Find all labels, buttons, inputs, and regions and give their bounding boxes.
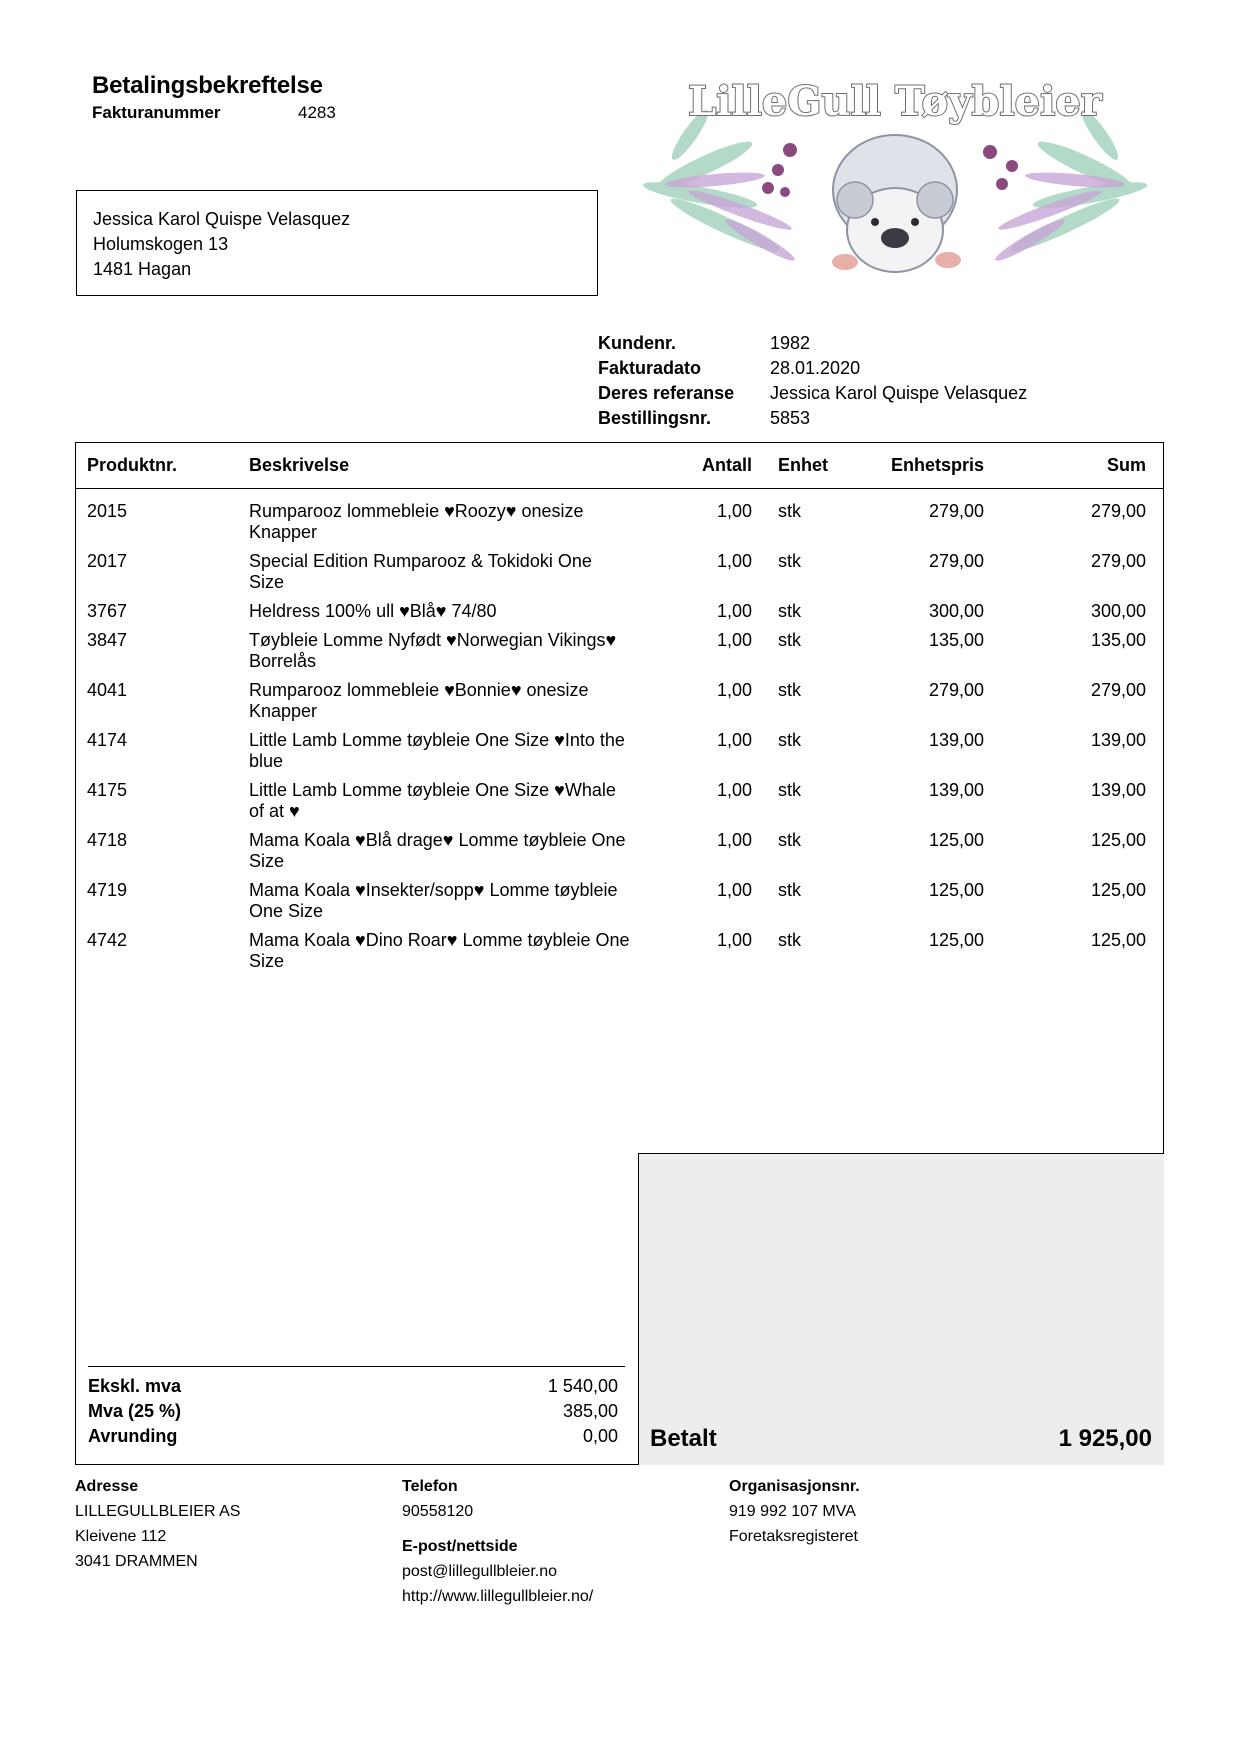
cell-unit: stk (778, 551, 802, 571)
customer-name: Jessica Karol Quispe Velasquez (93, 209, 351, 229)
footer-company-name: LILLEGULLBLEIER AS (75, 1503, 241, 1520)
footer-org-heading: Organisasjonsnr. (729, 1478, 860, 1495)
cell-product: 4742 (87, 930, 128, 950)
cell-sum: 279,00 (1090, 680, 1146, 700)
paid-amount: 1 925,00 (1058, 1425, 1152, 1452)
rounding-label: Avrunding (88, 1426, 178, 1446)
rounding-value: 0,00 (582, 1426, 618, 1446)
cell-description-continued: Size (249, 572, 285, 592)
cell-description: Little Lamb Lomme tøybleie One Size ♥Into the (249, 730, 625, 750)
vat-value: 385,00 (562, 1401, 618, 1421)
meta-label-order-number: Bestillingsnr. (598, 408, 712, 428)
meta-value-invoice-date: 28.01.2020 (770, 358, 861, 378)
cell-qty: 1,00 (716, 880, 752, 900)
cell-unit-price: 139,00 (928, 780, 984, 800)
cell-description: Rumparooz lommebleie ♥Roozy♥ onesize (249, 501, 584, 521)
cell-description: Mama Koala ♥Insekter/sopp♥ Lomme tøybleie (249, 880, 618, 900)
cell-unit-price: 125,00 (928, 880, 984, 900)
cell-unit-price: 125,00 (928, 930, 984, 950)
cell-unit-price: 279,00 (928, 501, 984, 521)
cell-sum: 125,00 (1090, 830, 1146, 850)
cell-description-continued: Knapper (249, 701, 318, 721)
cell-product: 4175 (87, 780, 128, 800)
cell-unit: stk (778, 730, 802, 750)
meta-value-customer-number: 1982 (770, 333, 811, 353)
vat-label: Mva (25 %) (88, 1401, 182, 1421)
cell-product: 3767 (87, 601, 128, 621)
customer-postal: 1481 Hagan (93, 259, 192, 279)
cell-qty: 1,00 (716, 630, 752, 650)
cell-unit-price: 125,00 (928, 830, 984, 850)
excl-vat-label: Ekskl. mva (88, 1376, 182, 1396)
meta-value-reference: Jessica Karol Quispe Velasquez (770, 383, 1028, 403)
cell-product: 4718 (87, 830, 128, 850)
cell-sum: 139,00 (1090, 780, 1146, 800)
paid-label: Betalt (650, 1425, 717, 1452)
cell-qty: 1,00 (716, 551, 752, 571)
cell-sum: 135,00 (1090, 630, 1146, 650)
column-header-sum: Sum (1106, 455, 1146, 475)
cell-unit-price: 139,00 (928, 730, 984, 750)
customer-street: Holumskogen 13 (93, 234, 229, 254)
cell-sum: 279,00 (1090, 551, 1146, 571)
cell-sum: 279,00 (1090, 501, 1146, 521)
cell-unit: stk (778, 780, 802, 800)
cell-unit: stk (778, 680, 802, 700)
cell-product: 4719 (87, 880, 128, 900)
footer-city: 3041 DRAMMEN (75, 1553, 198, 1570)
cell-description-continued: blue (249, 751, 284, 771)
meta-value-order-number: 5853 (770, 408, 811, 428)
customer-address-box (76, 190, 598, 296)
cell-description: Mama Koala ♥Dino Roar♥ Lomme tøybleie One (249, 930, 630, 950)
cell-description-continued: Size (249, 951, 285, 971)
meta-label-invoice-date: Fakturadato (598, 358, 702, 378)
cell-description-continued: Size (249, 851, 285, 871)
logo-illustration (630, 70, 1160, 285)
cell-description-continued: Knapper (249, 522, 318, 542)
meta-label-reference: Deres referanse (598, 383, 735, 403)
total-paid-box (638, 1153, 1164, 1465)
cell-qty: 1,00 (716, 601, 752, 621)
column-header-qty: Antall (701, 455, 752, 475)
footer-phone: 90558120 (402, 1503, 474, 1520)
document-title: Betalingsbekreftelse (92, 72, 323, 99)
cell-description: Heldress 100% ull ♥Blå♥ 74/80 (249, 601, 497, 621)
column-header-unit-price: Enhetspris (890, 455, 984, 475)
cell-description: Mama Koala ♥Blå drage♥ Lomme tøybleie One (249, 830, 626, 850)
cell-unit-price: 279,00 (928, 551, 984, 571)
invoice-number-label: Fakturanummer (92, 103, 221, 122)
cell-qty: 1,00 (716, 730, 752, 750)
cell-qty: 1,00 (716, 680, 752, 700)
cell-unit-price: 135,00 (928, 630, 984, 650)
footer-org-number: 919 992 107 MVA (729, 1503, 856, 1520)
cell-product: 4174 (87, 730, 128, 750)
cell-description: Little Lamb Lomme tøybleie One Size ♥Whale (249, 780, 616, 800)
cell-unit: stk (778, 880, 802, 900)
cell-sum: 125,00 (1090, 930, 1146, 950)
logo-brand-text: LilleGull Tøybleier (688, 78, 1102, 125)
cell-description: Special Edition Rumparooz & Tokidoki One (249, 551, 592, 571)
footer-phone-heading: Telefon (402, 1478, 458, 1495)
cell-unit: stk (778, 930, 802, 950)
table-header-divider (75, 488, 1164, 489)
cell-unit: stk (778, 630, 802, 650)
cell-sum: 139,00 (1090, 730, 1146, 750)
cell-product: 2015 (87, 501, 128, 521)
cell-qty: 1,00 (716, 930, 752, 950)
cell-unit: stk (778, 501, 802, 521)
cell-qty: 1,00 (716, 780, 752, 800)
cell-description-continued: of at ♥ (249, 801, 300, 821)
excl-vat-value: 1 540,00 (547, 1376, 618, 1396)
cell-description: Tøybleie Lomme Nyfødt ♥Norwegian Vikings♥ (249, 630, 617, 650)
cell-product: 4041 (87, 680, 128, 700)
cell-qty: 1,00 (716, 501, 752, 521)
column-header-unit: Enhet (778, 455, 829, 475)
cell-unit: stk (778, 830, 802, 850)
footer-street: Kleivene 112 (75, 1528, 167, 1545)
company-logo (630, 70, 1160, 285)
totals-divider (88, 1366, 625, 1367)
cell-product: 3847 (87, 630, 128, 650)
cell-sum: 300,00 (1090, 601, 1146, 621)
cell-product: 2017 (87, 551, 128, 571)
column-header-description: Beskrivelse (249, 455, 350, 475)
footer-website-link[interactable]: http://www.lillegullbleier.no/ (402, 1588, 594, 1605)
cell-description-continued: Borrelås (249, 651, 317, 671)
footer-email-link[interactable]: post@lillegullbleier.no (402, 1563, 557, 1580)
cell-qty: 1,00 (716, 830, 752, 850)
footer-registry: Foretaksregisteret (729, 1528, 858, 1545)
cell-description: Rumparooz lommebleie ♥Bonnie♥ onesize (249, 680, 589, 700)
footer-address-heading: Adresse (75, 1478, 139, 1495)
cell-unit: stk (778, 601, 802, 621)
invoice-number: 4283 (298, 103, 336, 122)
cell-unit-price: 300,00 (928, 601, 984, 621)
column-header-product: Produktnr. (87, 455, 178, 475)
cell-sum: 125,00 (1090, 880, 1146, 900)
cell-description-continued: One Size (249, 901, 324, 921)
cell-unit-price: 279,00 (928, 680, 984, 700)
meta-label-customer-number: Kundenr. (598, 333, 677, 353)
footer-email-heading: E-post/nettside (402, 1538, 518, 1555)
